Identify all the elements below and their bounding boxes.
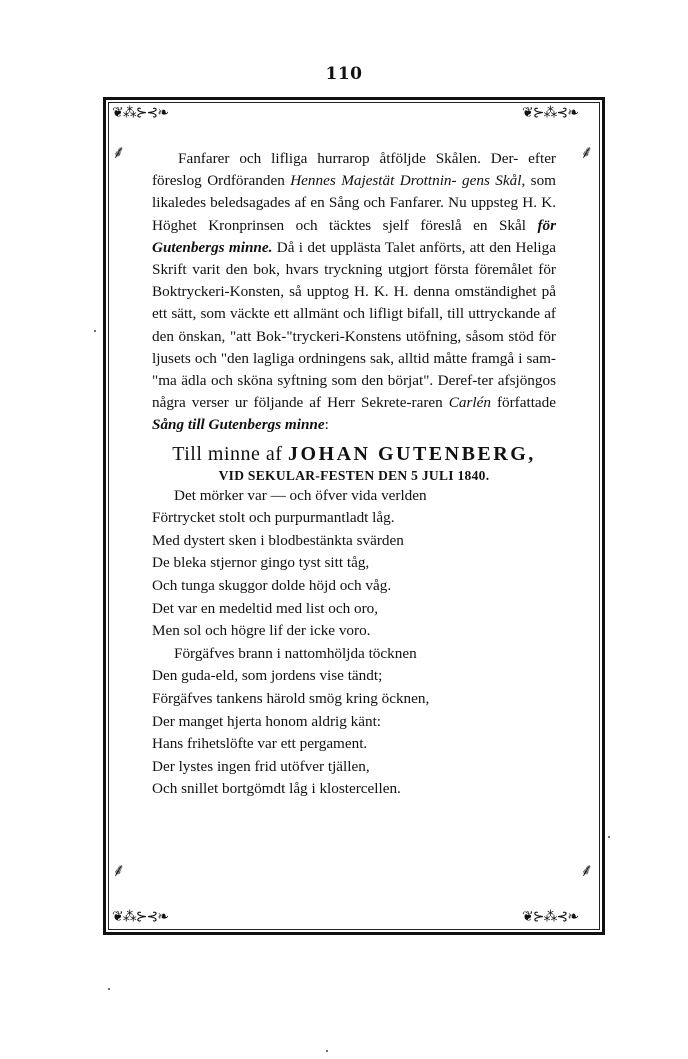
prose-line-3: , som likaledes beledsagades af en Sång och Fanfarer. Nu uppsteg H. K. Höghet Kronprinsen och täcktes sjelf föreslå en Skål	[152, 172, 556, 234]
poem-title	[152, 441, 556, 467]
poem-title-prefix: Till minne af	[172, 442, 288, 465]
page-number: 110	[325, 64, 363, 84]
prose-paragraph	[152, 148, 556, 437]
poem-line: Och tunga skuggor dolde höjd och våg.	[152, 577, 392, 595]
prose-line-4: Då i det upplästa Talet anförts, att den Heliga Skrift varit den bok, hvars tryckning utgjort första föremålet för Boktryckeri-Konsten, så upptog H. K. H. denna omständighet på ett sätt, som väckte ett allmänt och lifligt bifall, till uttryckande af den önskan, "att Bok-"tryckeri-Konstens utöfning, såsom stöd för ljusets och "den lagliga ordningens sak, alltid måtte framgå i sam-"ma ädla och sköna syftning som den börjat". Deref-ter afsjöngos några verser ur följande af Herr Sekrete-raren	[152, 238, 556, 412]
paper-speck	[608, 836, 610, 838]
side-ornament-left-bottom: ⸙	[112, 860, 126, 881]
poem-line: Förgäfves brann i nattomhöljda töcknen	[174, 644, 417, 662]
poem	[152, 485, 556, 801]
corner-ornament-top-left: ❦⁂⊱⊰❧	[112, 105, 168, 121]
song-title: Sång till Gutenbergs minne	[152, 416, 325, 434]
side-ornament-right-bottom: ⸙	[580, 860, 594, 881]
corner-ornament-bottom-left: ❦⁂⊱⊰❧	[112, 909, 168, 925]
poem-line: Der manget hjerta honom aldrig känt:	[152, 712, 382, 730]
corner-ornament-bottom-right: ❦⊱⁂⊰❧	[522, 909, 578, 925]
prose-text	[152, 148, 556, 437]
poem-line: Det mörker var — och öfver vida verlden	[174, 486, 427, 504]
prose-end: :	[324, 416, 329, 434]
poem-line: Men sol och högre lif der icke voro.	[152, 622, 371, 640]
poem-line: De bleka stjernor gingo tyst sitt tåg,	[152, 554, 370, 572]
side-ornament-right-top: ⸙	[580, 142, 594, 163]
paper-speck	[108, 988, 110, 990]
prose-line-1: Fanfarer och lifliga hurrarop åtföljde Skålen. Der-	[178, 150, 519, 167]
poem-line: Med dystert sken i blodbestänkta svärden	[152, 531, 404, 549]
poem-line: Det var en medeltid med list och oro,	[152, 599, 379, 617]
side-ornament-left-top: ⸙	[112, 142, 126, 163]
poem-title-name: JOHAN GUTENBERG,	[287, 442, 536, 465]
prose-line-5: författade	[490, 394, 556, 412]
paper-speck	[326, 1050, 328, 1052]
page-text-block	[152, 148, 556, 801]
paper-speck	[94, 330, 96, 332]
poem-line: Förtrycket stolt och purpurmantladt låg.	[152, 509, 395, 527]
author-name: Carlén	[448, 394, 491, 412]
toast-gutenberg: för Gutenbergs minne.	[152, 216, 556, 256]
poem-subtitle: VID SEKULAR-FESTEN DEN 5 JULI 1840.	[218, 467, 490, 483]
poem-line: Hans frihetslöfte var ett pergament.	[152, 735, 368, 753]
toast-queen: gens Skål	[462, 172, 522, 190]
poem-line: Der lystes ingen frid utöfver tjällen,	[152, 757, 370, 775]
poem-line: Förgäfves tankens härold smög kring öcknen,	[152, 689, 430, 707]
poem-line: Och snillet bortgömdt låg i klostercellen.	[152, 780, 401, 798]
prose-line-2: efter föreslog Ordföranden	[152, 150, 556, 190]
poem-line: Den guda-eld, som jordens vise tändt;	[152, 667, 383, 685]
queen-title: Hennes Majestät Drottnin-	[290, 172, 457, 190]
corner-ornament-top-right: ❦⊱⁂⊰❧	[522, 105, 578, 121]
